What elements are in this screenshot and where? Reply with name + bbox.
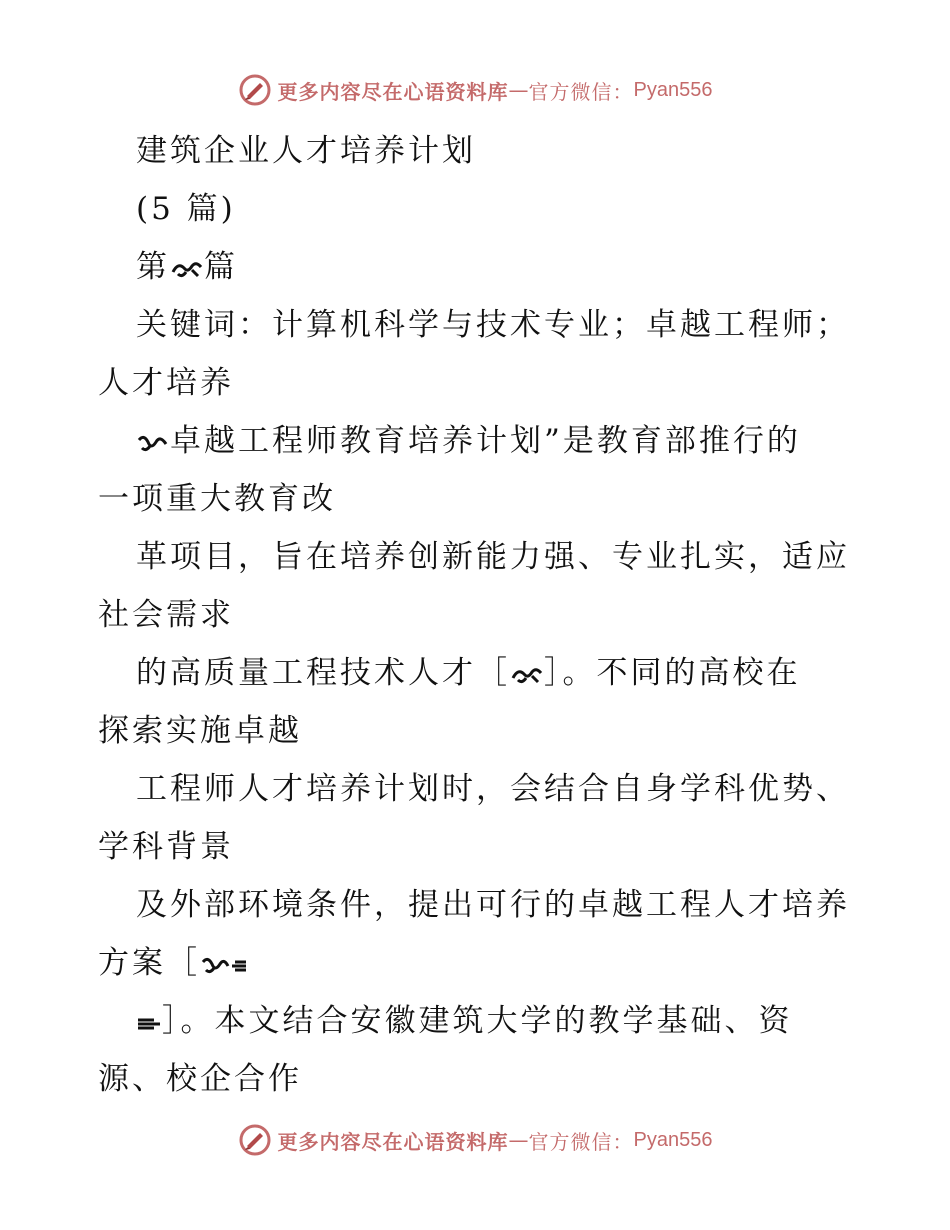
header-watermark	[0, 70, 950, 110]
paragraph-line	[98, 528, 868, 586]
section-heading-pre: 第	[136, 249, 170, 285]
paragraph-line	[98, 470, 868, 528]
section-heading-post: 篇	[204, 249, 238, 285]
paragraph-line	[98, 818, 868, 876]
title-text: 建筑企业人才培养计划	[136, 133, 476, 169]
paragraph-text: 社会需求	[98, 597, 234, 633]
paragraph-line	[98, 702, 868, 760]
paragraph-line	[98, 760, 868, 818]
paragraph-line	[98, 876, 868, 934]
watermark-wechat-id: Pyan556	[633, 1128, 713, 1151]
watermark-wechat-label: 官方微信：	[528, 1129, 634, 1154]
article-count-text: (5 篇)	[136, 191, 236, 227]
paragraph-line	[98, 644, 868, 702]
paragraph-text: 的高质量工程技术人才［	[136, 655, 510, 691]
garbled-glyph-icon	[136, 432, 170, 454]
article-count	[98, 180, 868, 238]
watermark-text: 更多内容尽在心语资料库	[277, 1129, 509, 1154]
paragraph-text: 一项重大教育改	[98, 481, 336, 517]
watermark-wechat-id: Pyan556	[633, 78, 713, 101]
paragraph-line	[98, 992, 868, 1050]
brush-logo-icon	[238, 1123, 272, 1157]
paragraph-line	[98, 934, 868, 992]
footer-watermark	[0, 1120, 950, 1160]
brush-logo-icon	[238, 73, 272, 107]
keywords-continued: 人才培养	[98, 365, 234, 401]
watermark-separator: —	[508, 78, 529, 102]
paragraph-line	[98, 354, 868, 412]
document-body	[98, 122, 868, 1108]
watermark-text: 更多内容尽在心语资料库	[277, 79, 509, 104]
keywords-line: 关键词：计算机科学与技术专业；卓越工程师；	[136, 307, 850, 343]
paragraph-text: 工程师人才培养计划时，会结合自身学科优势、	[136, 771, 850, 807]
paragraph-text: 方案［	[98, 945, 200, 981]
paragraph-line	[98, 1050, 868, 1108]
paragraph-text: 源、校企合作	[98, 1061, 302, 1097]
paragraph-text: 革项目，旨在培养创新能力强、专业扎实，适应	[136, 539, 850, 575]
watermark-wechat-label: 官方微信：	[528, 79, 634, 104]
paragraph-line	[98, 296, 868, 354]
paragraph-line	[98, 412, 868, 470]
paragraph-text: 及外部环境条件，提出可行的卓越工程人才培养	[136, 887, 850, 923]
document-title	[98, 122, 868, 180]
section-heading	[98, 238, 868, 296]
paragraph-line	[98, 586, 868, 644]
garbled-glyph-icon	[510, 664, 544, 686]
paragraph-text: ］。本文结合安徽建筑大学的教学基础、资	[162, 1003, 793, 1039]
paragraph-text: 卓越工程师教育培养计划”是教育部推行的	[170, 423, 801, 459]
paragraph-text: 学科背景	[98, 829, 234, 865]
watermark-separator: —	[508, 1128, 529, 1152]
paragraph-text: 探索实施卓越	[98, 713, 302, 749]
garbled-glyph-icon	[136, 1012, 162, 1034]
paragraph-text: ］。不同的高校在	[544, 655, 801, 691]
garbled-glyph-icon	[200, 954, 248, 976]
garbled-glyph-icon	[170, 258, 204, 280]
